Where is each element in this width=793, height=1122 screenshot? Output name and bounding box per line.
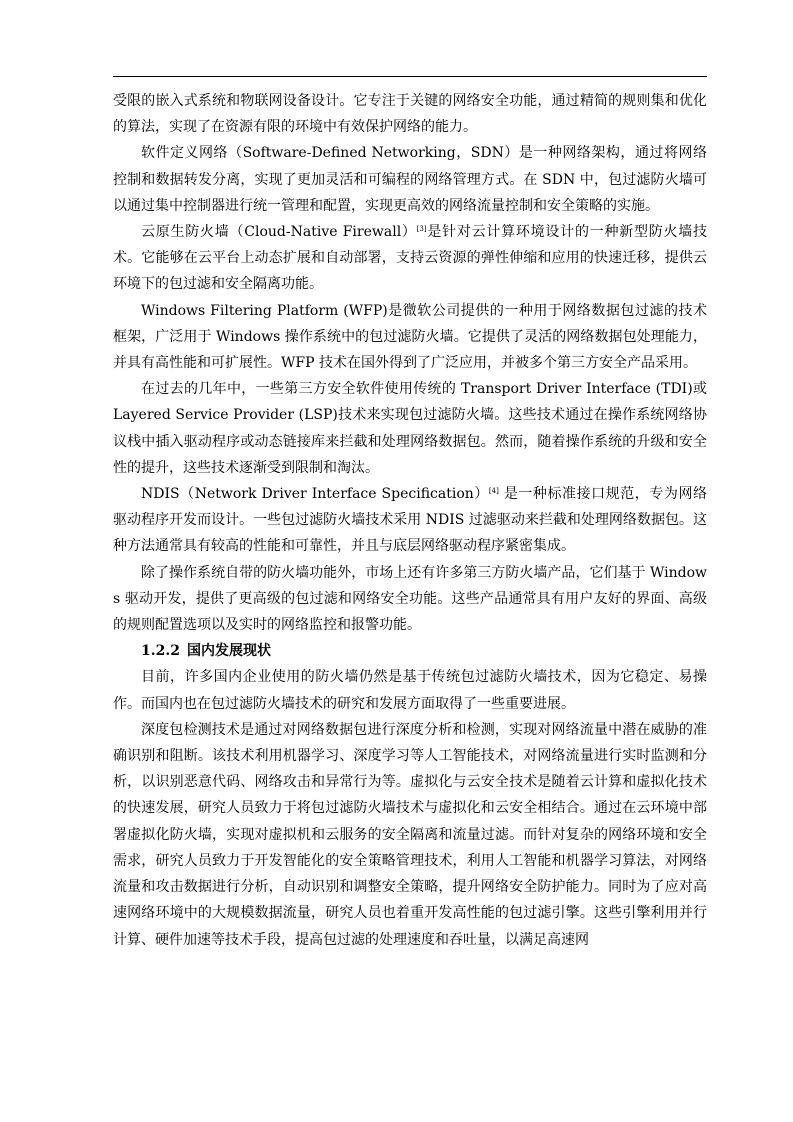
paragraph-text: 是一种标准接口规范，专为网络驱动程序开发而设计。一些包过滤防火墙技术采用 NDIS 过滤驱动来拦截和处理网络数据包。这种方法通常具有较高的性能和可靠性，并且与底层网络驱动程序紧密集成。 xyxy=(113,486,708,555)
paragraph: Windows Filtering Platform (WFP)是微软公司提供的一种用于网络数据包过滤的技术框架，广泛用于 Windows 操作系统中的包过滤防火墙。它提供了灵活的网络数据包处理能力，并具有高性能和可扩展性。WFP 技术在国外得到了广泛应用，并被多个第三方安全产品采用。 xyxy=(113,302,707,372)
paragraph-text: 是针对云计算环境设计的一种新型防火墙技术。它能够在云平台上动态扩展和自动部署，支持云资源的弹性伸缩和应用的快速迁移，提供云环境下的包过滤和安全隔离功能。 xyxy=(113,224,707,293)
paragraph: 深度包检测技术是通过对网络数据包进行深度分析和检测，实现对网络流量中潜在威胁的准确识别和阻断。该技术利用机器学习、深度学习等人工智能技术，对网络流量进行实时监测和分析，以识别恶意代码、网络攻击和异常行为等。虚拟化与云安全技术是随着云计算和虚拟化技术的快速发展，研究人员致力于将包过滤防火墙技术与虚拟化和云安全相结合。通过在云环境中部署虚拟化防火墙，实现对虚拟机和云服务的安全隔离和流量过滤。而针对复杂的网络环境和安全需求，研究人员致力于开发智能化的安全策略管理技术，利用人工智能和机器学习算法，对网络流量和攻击数据进行分析，自动识别和调整安全策略，提升网络安全防护能力。同时为了应对高速网络环境中的大规模数据流量，研究人员也着重开发高性能的包过滤引擎。这些引擎利用并行计算、硬件加速等技术手段，提高包过滤的处理速度和吞吐量，以满足高速网 xyxy=(113,721,707,948)
paragraph: 软件定义网络（Software-Defined Networking，SDN）是一种网络架构，通过将网络控制和数据转发分离，实现了更加灵活和可编程的网络管理方式。在 SDN 中，包过滤防火墙可以通过集中控制器进行统一管理和配置，实现更高效的网络流量控制和安全策略的实施。 xyxy=(113,145,707,214)
paragraph: 除了操作系统自带的防火墙功能外，市场上还有许多第三方防火墙产品，它们基于 Windows 驱动开发，提供了更高级的包过滤和网络安全功能。这些产品通常具有用户友好的界面、高级的规则配置选项以及实时的网络监控和报警功能。 xyxy=(113,564,707,634)
paragraph: 受限的嵌入式系统和物联网设备设计。它专注于关键的网络安全功能，通过精简的规则集和优化的算法，实现了在资源有限的环境中有效保护网络的能力。 xyxy=(113,93,707,136)
citation-mark: [3] xyxy=(416,225,427,234)
citation-mark: [4] xyxy=(488,487,499,496)
section-title: 国内发展现状 xyxy=(186,643,271,660)
paragraph: 目前，许多国内企业使用的防火墙仍然是基于传统包过滤防火墙技术，因为它稳定、易操作。而国内也在包过滤防火墙技术的研究和发展方面取得了一些重要进展。 xyxy=(113,669,707,712)
header-rule xyxy=(113,76,707,77)
paragraph-text: 云原生防火墙（Cloud-Native Firewall） xyxy=(141,224,417,241)
page-body xyxy=(113,88,707,953)
paragraph xyxy=(113,481,707,560)
section-number: 1.2.2 xyxy=(141,643,180,660)
paragraph-text: NDIS（Network Driver Interface Specification） xyxy=(141,486,489,503)
section-heading xyxy=(113,638,707,664)
paragraph: 在过去的几年中，一些第三方安全软件使用传统的 Transport Driver Interface (TDI)或 Layered Service Provider (LSP)技术来实现包过滤防火墙。这些技术通过在操作系统网络协议栈中插入驱动程序或动态链接库来拦截和处理网络数据包。然而，随着操作系统的升级和安全性的提升，这些技术逐渐受到限制和淘汰。 xyxy=(113,381,707,476)
paragraph xyxy=(113,219,707,298)
